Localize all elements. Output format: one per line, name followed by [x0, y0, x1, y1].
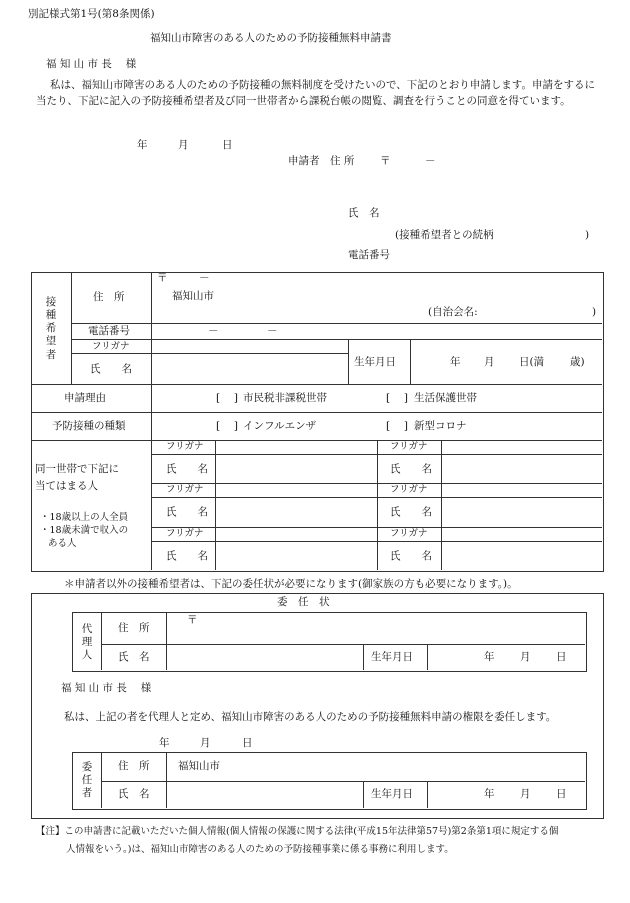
household-name-label: 氏 名 [390, 506, 432, 518]
reason-checkbox-1[interactable]: [ ] [216, 392, 239, 404]
household-furigana-label: フリガナ [390, 441, 428, 452]
household-name-label: 氏 名 [390, 550, 432, 562]
applicant-relation-label: (接種希望者との続柄 [395, 229, 494, 241]
agent-birth-year: 年 [484, 651, 495, 663]
applicant-postal-mark: 〒 [380, 155, 391, 167]
vaccine-checkbox-2[interactable]: [ ] [386, 420, 409, 432]
delegation-note: ＊申請者以外の接種希望者は、下記の委任状が必要になります(御家族の方も必要になります。)。 [64, 578, 518, 590]
applicant-phone-label: 電話番号 [348, 249, 390, 261]
date-day-label: 日 [222, 139, 233, 151]
reason-option-nontaxable: 市民税非課税世帯 [243, 392, 327, 404]
delegation-date-day: 日 [242, 737, 253, 749]
form-number: 別記様式第1号(第8条関係) [28, 8, 155, 20]
association-label: (自治会名: [428, 306, 478, 318]
agent-birth-label: 生年月日 [371, 651, 413, 663]
recipient-address-label: 住 所 [93, 291, 125, 303]
household-name-label: 氏 名 [390, 463, 432, 475]
household-furigana-label: フリガナ [390, 484, 428, 495]
delegator-birth-day: 日 [556, 788, 567, 800]
recipient-phone-dash1: － [208, 325, 219, 337]
vaccine-option-covid: 新型コロナ [414, 420, 467, 432]
recipient-furigana-label: フリガナ [92, 341, 130, 352]
recipient-postal-dash: － [199, 272, 210, 284]
vaccine-type-label: 予防接種の種類 [52, 420, 126, 432]
agent-postal-mark: 〒 [187, 614, 198, 626]
applicant-postal-dash: － [425, 155, 436, 167]
recipient-city: 福知山市 [172, 290, 214, 302]
delegator-birth-year: 年 [484, 788, 495, 800]
agent-birth-month: 月 [520, 651, 531, 663]
reason-checkbox-2[interactable]: [ ] [386, 392, 409, 404]
agent-label: 代 理 人 [81, 623, 93, 662]
household-name-label: 氏 名 [166, 550, 208, 562]
household-name-label: 氏 名 [166, 463, 208, 475]
recipient-postal-mark: 〒 [157, 272, 168, 284]
privacy-note-line1: 【注】この申請書に記載いただいた個人情報(個人情報の保護に関する法律(平成15年法律第57号)第2条第1項に規定する個 [36, 826, 559, 837]
vaccine-option-influenza: インフルエンザ [243, 420, 317, 432]
recipient-section-label: 接 種 希 望 者 [45, 296, 57, 361]
household-furigana-label: フリガナ [166, 441, 204, 452]
birth-date-label: 生年月日 [354, 356, 396, 368]
delegator-birth-month: 月 [520, 788, 531, 800]
date-year-label: 年 [137, 139, 148, 151]
recipient-name-label: 氏 名 [90, 363, 132, 375]
household-furigana-label: フリガナ [166, 528, 204, 539]
applicant-relation-close: ) [585, 229, 590, 241]
delegator-name-label: 氏 名 [118, 788, 150, 800]
delegator-address-label: 住 所 [118, 760, 150, 772]
birth-day-label: 日(満 [519, 356, 545, 368]
delegator-birth-label: 生年月日 [371, 788, 413, 800]
delegation-date-year: 年 [159, 737, 170, 749]
recipient-phone-dash2: － [267, 325, 278, 337]
household-note-3: ある人 [48, 538, 77, 549]
birth-age-label: 歳) [570, 356, 585, 368]
delegator-city: 福知山市 [178, 760, 220, 772]
household-note-2: ・18歳未満で収入の [40, 525, 129, 536]
agent-birth-day: 日 [556, 651, 567, 663]
applicant-address-label: 住 所 [330, 155, 355, 167]
recipient-phone-label: 電話番号 [88, 325, 130, 337]
delegation-statement: 私は、上記の者を代理人と定め、福知山市障害のある人のための予防接種無料申請の権限を委任します。 [64, 711, 557, 723]
household-label-line1: 同一世帯で下記に [35, 463, 119, 475]
household-furigana-label: フリガナ [166, 484, 204, 495]
delegation-date-month: 月 [200, 737, 211, 749]
intro-paragraph: 私は、福知山市障害のある人のための予防接種の無料制度を受けたいので、下記のとおり申請します。申請をするに当たり、下記に記入の予防接種希望者及び同一世帯者から課税台帳の閲覧、調査を行うことの同意を得ています。 [36, 79, 595, 108]
household-note-1: ・18歳以上の人全員 [40, 512, 129, 523]
reason-label: 申請理由 [64, 392, 106, 404]
applicant-label: 申請者 [288, 155, 320, 167]
agent-name-label: 氏 名 [118, 651, 150, 663]
birth-month-label: 月 [484, 356, 495, 368]
association-close: ) [592, 306, 597, 318]
household-name-label: 氏 名 [166, 506, 208, 518]
delegation-title: 委 任 状 [277, 596, 330, 608]
reason-option-welfare: 生活保護世帯 [414, 392, 477, 404]
applicant-name-label: 氏 名 [348, 207, 380, 219]
vaccine-checkbox-1[interactable]: [ ] [216, 420, 239, 432]
birth-year-label: 年 [450, 356, 461, 368]
form-title: 福知山市障害のある人のための予防接種無料申請書 [150, 32, 392, 44]
household-furigana-label: フリガナ [390, 528, 428, 539]
date-month-label: 月 [178, 139, 189, 151]
privacy-note-line2: 人情報をいう。)は、福知山市障害のある人のための予防接種事業に係る事務に利用します。 [66, 844, 454, 855]
household-label-line2: 当てはまる人 [35, 480, 98, 492]
delegator-label: 委 任 者 [81, 761, 93, 800]
delegation-addressee: 福 知 山 市 長 様 [61, 682, 152, 694]
addressee: 福 知 山 市 長 様 [46, 58, 137, 70]
agent-address-label: 住 所 [118, 622, 150, 634]
